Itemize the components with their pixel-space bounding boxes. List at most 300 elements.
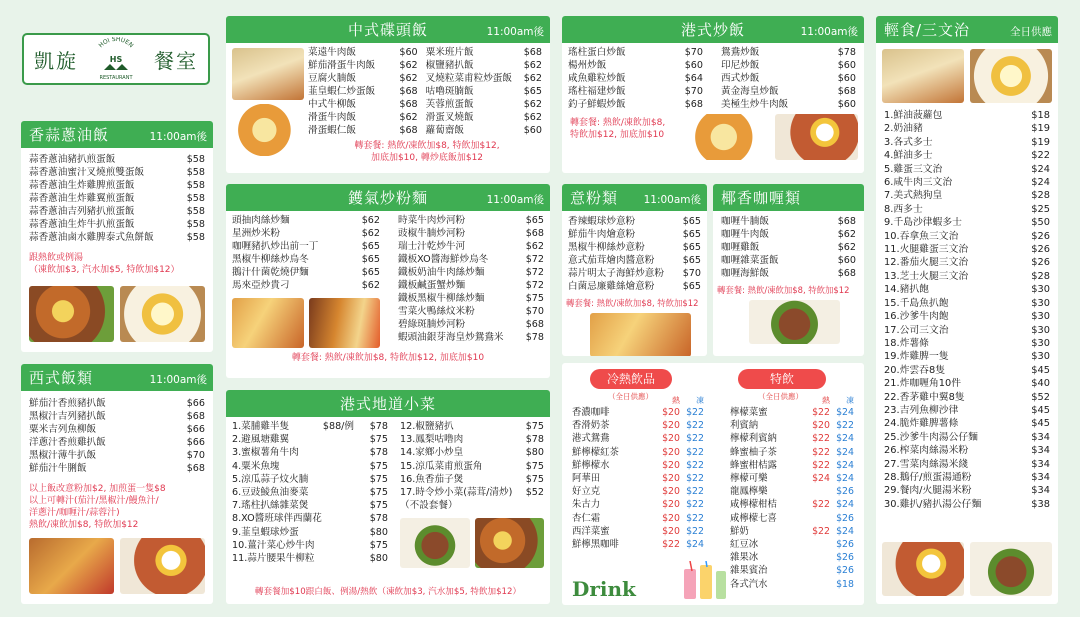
menu-item-price: $58: [186, 193, 205, 204]
menu-item-price: $58: [186, 180, 205, 191]
drink-name: 鮮奶: [730, 525, 749, 537]
drink-hot-price: $20: [662, 407, 680, 418]
menu-item-price: $72: [525, 254, 544, 265]
menu-item-name: 27.雪菜肉絲湯米綫: [884, 458, 969, 470]
menu-item-price: $75: [525, 293, 544, 304]
section-snacks: [876, 16, 1058, 604]
drink-name: 咸檸檬柑桔: [730, 499, 777, 511]
drink-hot-price: $20: [662, 486, 680, 498]
drink-cold-price: $22: [686, 433, 704, 445]
menu-item: [721, 241, 856, 254]
drink-cold-price: $24: [836, 525, 854, 537]
menu-item: [232, 499, 388, 512]
menu-item-name: 黑椒牛柳絲炒意粉: [568, 242, 645, 253]
menu-item-name: 粟米吉列魚柳飯: [29, 424, 97, 435]
menu-item: [884, 256, 1050, 269]
section-note: 跟熱飲或例湯 （凍飲加$3, 汽水加$5, 特飲加$12）: [29, 253, 180, 275]
menu-item-name: 鐵板奶油牛肉絲炒麵: [398, 267, 485, 278]
drink-name: 香濃咖啡: [572, 407, 610, 418]
menu-item-name: 黃金海皇炒飯: [721, 86, 779, 97]
menu-item-price: $68: [399, 99, 418, 110]
menu-item: [308, 98, 418, 111]
menu-item: [232, 279, 380, 292]
menu-item-price: $65: [361, 267, 380, 278]
menu-item-name: 釣子鮮蝦炒飯: [568, 99, 626, 110]
menu-item: [884, 417, 1050, 430]
menu-item-price: $62: [523, 60, 542, 71]
menu-item: [568, 59, 703, 72]
menu-item: [398, 318, 544, 331]
menu-item: [568, 46, 703, 59]
menu-item-price: $50: [1031, 217, 1050, 229]
menu-item-portion-price: $88/例: [322, 421, 354, 432]
menu-item-name: 16.沙爹牛肉飽: [884, 311, 949, 323]
drink-cold-price: $22: [686, 420, 704, 432]
menu-item-price: $30: [1031, 324, 1050, 336]
menu-item-price: $75: [369, 460, 388, 472]
menu-item-price: $68: [523, 47, 542, 58]
menu-item-name: 黑椒汁吉列豬扒飯: [29, 411, 106, 422]
menu-item-name: 鮮茄汁牛脷飯: [29, 463, 87, 474]
drink-hot-price: [810, 512, 830, 525]
menu-item-name: 1.鮮油菠蘿包: [884, 110, 943, 121]
section-title: 中式碟頭飯: [347, 21, 428, 39]
menu-item-name: 23.吉列魚柳沙律: [884, 404, 959, 416]
menu-item-name: 28.鵝仔/煎蛋湯通粉: [884, 471, 972, 483]
section-title: 鑊氣炒粉麵: [347, 189, 428, 207]
menu-item-price: $78: [369, 513, 388, 525]
drink-item: [572, 512, 704, 525]
menu-item: [29, 218, 205, 231]
section-curry: [713, 184, 864, 356]
drink-hot-price: $20: [812, 420, 830, 432]
menu-item: [884, 431, 1050, 444]
menu-item-price: $65: [525, 215, 544, 226]
menu-item-name: 22.香茅雞中翼8隻: [884, 391, 965, 403]
drink-item: [730, 525, 854, 538]
menu-item: [884, 149, 1050, 162]
menu-item-price: $24: [1031, 177, 1050, 189]
drink-hot-price: $20: [662, 512, 680, 524]
drink-name: 雜果冰: [730, 552, 759, 564]
menu-item-name: 26.榨菜肉絲湯米粉: [884, 445, 969, 457]
drink-item: [572, 406, 704, 419]
menu-item-price: $75: [369, 487, 388, 499]
menu-item-name: 19.炸雞脾一隻: [884, 351, 949, 363]
hot-label: 熱: [822, 396, 830, 405]
menu-item: [426, 124, 542, 137]
menu-item: [232, 433, 388, 446]
menu-item: [400, 473, 544, 486]
menu-item: [884, 136, 1050, 149]
drink-hot-price: $22: [812, 525, 830, 537]
menu-item: [884, 203, 1050, 216]
drink-cold-price: $24: [686, 539, 704, 551]
drink-item: [730, 551, 854, 564]
menu-item-price: $78: [369, 447, 388, 459]
menu-item: [232, 552, 388, 565]
menu-item-name: 印尼炒飯: [721, 60, 760, 71]
menu-item: [884, 444, 1050, 457]
drink-item: [730, 419, 854, 432]
menu-item-price: $62: [399, 73, 418, 84]
menu-item-price: $38: [1031, 498, 1050, 510]
menu-item-price: $62: [837, 242, 856, 253]
menu-item-price: $68: [525, 319, 544, 330]
section-note: 轉套餐: 熱飲/凍飲加$8, 特飲加$12: [566, 298, 699, 308]
section-plate-rice: [226, 16, 550, 173]
menu-item-price: $34: [1031, 471, 1050, 483]
menu-item: [29, 436, 205, 449]
menu-item: [884, 176, 1050, 189]
section-garlic-rice: [21, 121, 213, 352]
menu-item-name: 6.咸牛肉三文治: [884, 177, 953, 189]
menu-item: [232, 473, 388, 486]
drink-glasses-icon: [680, 561, 730, 601]
menu-item: [426, 59, 542, 72]
menu-item: [568, 85, 703, 98]
menu-item: [400, 460, 544, 473]
menu-item-name: 4.鮮油多士: [884, 150, 933, 162]
menu-item-price: $70: [682, 268, 701, 279]
drink-hot-price: $20: [662, 525, 680, 537]
section-pasta: [562, 184, 707, 356]
menu-item-price: $68: [399, 86, 418, 97]
menu-item-name: 17.時令炒小菜(蒜茸/清炒): [400, 487, 513, 499]
menu-item-name: 21.炸咖喱角10件: [884, 378, 962, 390]
section-time: 11:00am後: [149, 131, 207, 143]
drink-name: 各式汽水: [730, 578, 768, 590]
drink-name: 咸檸檬七喜: [730, 512, 777, 524]
menu-item: [308, 111, 418, 124]
menu-item-name: 時菜牛肉炒河粉: [398, 215, 466, 226]
menu-item-price: $65: [682, 242, 701, 253]
menu-item-price: $62: [361, 280, 380, 291]
menu-item: [721, 98, 856, 111]
menu-item: [232, 486, 388, 499]
menu-item: [29, 231, 205, 244]
menu-item: [400, 433, 544, 446]
menu-item-price: $78: [369, 421, 388, 432]
menu-item-name: 星洲炒米粉: [232, 228, 280, 239]
menu-item-price: $75: [525, 421, 544, 432]
drink-name: 雜果賓治: [730, 565, 768, 577]
food-photo: [749, 300, 840, 344]
menu-item: [884, 297, 1050, 310]
menu-item-name: 香辣蝦球炒意粉: [568, 216, 636, 227]
section-title: 輕食/三文治: [884, 21, 971, 39]
drink-cold-price: $22: [686, 499, 704, 511]
menu-item-name: 2.奶油豬: [884, 123, 923, 135]
food-photo: [775, 114, 859, 160]
menu-item-price: $26: [1031, 230, 1050, 242]
menu-item-name: 意式茄茸燴肉醬意粉: [568, 255, 655, 266]
menu-item: [884, 484, 1050, 497]
menu-item: [29, 423, 205, 436]
menu-item-name: 10.薑汁菜心炒牛肉: [232, 539, 315, 551]
menu-item: [232, 539, 388, 552]
food-photo: [232, 48, 304, 100]
menu-item-name: 豉椒牛腩炒河粉: [398, 228, 466, 239]
menu-item-price: $60: [837, 60, 856, 71]
menu-item-price: $30: [1031, 297, 1050, 309]
section-time: 11:00am後: [486, 194, 544, 206]
menu-item-name: 咖喱牛肉飯: [721, 229, 769, 240]
menu-item: [884, 404, 1050, 417]
drink-hot-price: $22: [812, 459, 830, 471]
menu-item-price: $68: [837, 86, 856, 97]
menu-item-price: $72: [525, 267, 544, 278]
menu-item: [400, 420, 544, 433]
menu-item-price: $65: [682, 229, 701, 240]
menu-item-price: $68: [186, 463, 205, 474]
menu-item-name: 黑椒汁薄牛扒飯: [29, 450, 97, 461]
section-time: 11:00am後: [643, 194, 701, 206]
menu-item-price: [514, 499, 544, 512]
menu-item-price: $30: [1031, 311, 1050, 323]
menu-item-price: $19: [1031, 136, 1050, 148]
menu-item-name: 18.炸薯條: [884, 337, 929, 349]
menu-item-price: $30: [1031, 337, 1050, 349]
menu-item-name: 25.沙爹牛肉湯公仔麵: [884, 431, 978, 443]
menu-item-price: $80: [369, 553, 388, 565]
menu-item-name: 滑蛋牛肉飯: [308, 112, 356, 123]
menu-item-price: $70: [684, 86, 703, 97]
menu-item-name: 11.蒜片腰果牛柳粒: [232, 553, 315, 565]
cold-label: 凍: [846, 396, 854, 405]
drink-cold-price: $24: [836, 446, 854, 458]
menu-item: [721, 72, 856, 85]
menu-item-price: $60: [523, 125, 542, 136]
drink-name: 檸檬利賓納: [730, 433, 777, 445]
menu-item: [884, 337, 1050, 350]
drink-item: [730, 564, 854, 577]
menu-item: [568, 254, 701, 267]
menu-item-price: $62: [523, 112, 542, 123]
drinks-subtitle: （全日供應）: [608, 392, 653, 401]
menu-item-price: $62: [523, 99, 542, 110]
drink-cold-price: $24: [836, 459, 854, 471]
menu-item: [884, 364, 1050, 377]
menu-item-price: $60: [837, 73, 856, 84]
menu-item-price: $34: [1031, 485, 1050, 497]
menu-item-name: 蒜片明太子海鮮炒意粉: [568, 268, 664, 279]
drink-name: 阿華田: [572, 473, 601, 485]
menu-item-name: 蝦頭油銀芽海皇炒鴛鴦米: [398, 332, 504, 343]
menu-item-name: 瑤柱蛋白炒飯: [568, 47, 626, 58]
drink-hot-price: $20: [662, 420, 680, 432]
menu-item-price: $52: [525, 487, 544, 499]
drink-cold-price: $24: [836, 433, 854, 445]
drink-item: [730, 472, 854, 485]
menu-item: [568, 215, 701, 228]
menu-item: [398, 305, 544, 318]
menu-item: [398, 279, 544, 292]
menu-item-price: $62: [399, 112, 418, 123]
menu-item-name: 鐵板鹹蛋蟹炒麵: [398, 280, 466, 291]
menu-item-price: $58: [186, 232, 205, 243]
menu-item-price: $60: [399, 47, 418, 58]
section-title: 西式飯類: [29, 369, 94, 387]
menu-item: [29, 410, 205, 423]
section-title: 香蒜蔥油飯: [29, 126, 110, 144]
menu-item-name: 蘿蔔齋飯: [425, 125, 465, 136]
menu-item: [29, 449, 205, 462]
menu-item: [884, 283, 1050, 296]
drink-hot-price: [810, 485, 830, 498]
drink-name: 蜂蜜柚子茶: [730, 446, 777, 458]
menu-item-price: $26: [1031, 257, 1050, 269]
drink-hot-price: $22: [812, 446, 830, 458]
drink-hot-price: $22: [662, 539, 680, 551]
menu-item: [721, 215, 856, 228]
menu-item-name: 頭抽肉絲炒麵: [232, 215, 290, 226]
menu-item: [721, 46, 856, 59]
menu-item-name: 西式炒飯: [721, 73, 760, 84]
menu-item: [232, 460, 388, 473]
menu-item: [568, 72, 703, 85]
menu-item-price: $68: [837, 216, 856, 227]
menu-item: [232, 512, 388, 525]
menu-item-name: 蒜香蔥油蜜汁叉燒煎雙蛋飯: [29, 167, 145, 178]
menu-item-name: 13.芝士火腿三文治: [884, 270, 969, 282]
menu-item: [568, 267, 701, 280]
menu-item-name: 9.千島沙律蝦多士: [884, 217, 962, 229]
menu-item-name: 15.千島魚扒飽: [884, 297, 949, 309]
drink-name: 好立克: [572, 486, 601, 498]
drink-hot-price: $22: [812, 499, 830, 511]
menu-item-name: 17.公司三文治: [884, 324, 949, 336]
menu-item: [308, 85, 418, 98]
food-photo: [970, 542, 1052, 596]
menu-item-price: $58: [186, 167, 205, 178]
drink-cold-price: $22: [686, 407, 704, 418]
menu-item-price: $75: [369, 434, 388, 446]
menu-item-name: 6.豆豉鯪魚油麥菜: [232, 487, 309, 499]
menu-item-name: 咖喱豬扒炒出前一丁: [232, 241, 319, 252]
menu-item-name: 2.避風塘雞翼: [232, 434, 290, 446]
drink-cold-price: $24: [836, 473, 854, 485]
menu-item-name: 叉燒粒菜甫粒炒蛋飯: [425, 73, 512, 84]
section-note: 轉套餐: 熱飲/凍飲加$8, 特飲加$12, 加底加$10: [291, 353, 485, 363]
menu-item: [400, 486, 544, 499]
menu-item: [884, 163, 1050, 176]
menu-item: [721, 59, 856, 72]
drink-item: [572, 446, 704, 459]
menu-item-name: 美極生炒牛肉飯: [721, 99, 789, 110]
menu-item: [884, 391, 1050, 404]
menu-item: [232, 240, 380, 253]
menu-item-price: $30: [1031, 284, 1050, 296]
menu-item-name: 鮮茄牛肉燴意粉: [568, 229, 636, 240]
menu-item: [400, 446, 544, 459]
menu-item-name: （不設套餐）: [400, 500, 458, 512]
menu-item-price: $75: [369, 473, 388, 485]
drink-name: 檸檬菜蜜: [730, 407, 768, 418]
menu-item: [884, 498, 1050, 511]
section-note: 轉套餐加$10跟白飯、例湯/熱飲（凍飲加$3, 汽水加$5, 特飲加$12）: [254, 587, 522, 597]
menu-item-price: $62: [399, 60, 418, 71]
svg-text:RESTAURANT: RESTAURANT: [99, 75, 133, 81]
menu-item: [721, 85, 856, 98]
menu-item-price: $60: [684, 60, 703, 71]
menu-item-name: 鵝汁什菌乾燒伊麵: [232, 267, 309, 278]
menu-item: [884, 310, 1050, 323]
menu-item-name: 蒜香蔥油豬扒煎蛋飯: [29, 154, 116, 165]
food-photo: [232, 298, 304, 348]
drink-cold-price: $24: [836, 499, 854, 511]
menu-item-price: $78: [525, 434, 544, 446]
menu-item-name: 咖喱雞飯: [721, 242, 760, 253]
menu-item: [400, 499, 544, 512]
drink-cold-price: $26: [836, 552, 854, 564]
menu-item-name: 粟米班片飯: [425, 47, 474, 58]
drink-hot-price: $20: [662, 499, 680, 511]
menu-item: [721, 254, 856, 267]
menu-item-name: 20.炸雲吞8隻: [884, 364, 946, 376]
menu-item-name: 3.各式多士: [884, 136, 933, 148]
drink-item: [730, 432, 854, 445]
drink-hot-price: $20: [662, 446, 680, 458]
menu-item: [884, 471, 1050, 484]
menu-item-name: 29.餐肉/火腿湯米粉: [884, 485, 972, 497]
menu-item-price: $65: [361, 241, 380, 252]
food-photo: [686, 114, 770, 160]
menu-item-name: 16.魚香茄子煲: [400, 473, 464, 485]
menu-item: [884, 350, 1050, 363]
menu-item-name: 30.雞扒/豬扒湯公仔麵: [884, 498, 982, 510]
svg-text:HS: HS: [109, 55, 123, 64]
menu-item-price: $22: [1031, 150, 1050, 162]
menu-item-price: $60: [837, 99, 856, 110]
menu-item: [884, 270, 1050, 283]
menu-item: [29, 153, 205, 166]
drink-item: [730, 446, 854, 459]
menu-item-price: $70: [684, 47, 703, 58]
menu-item: [884, 458, 1050, 471]
special-subtitle: （全日供應）: [758, 392, 803, 401]
section-local-dishes: [226, 390, 550, 604]
menu-item-price: $78: [837, 47, 856, 58]
drink-item: [572, 498, 704, 511]
menu-item-price: $66: [186, 437, 205, 448]
drink-name: 蜂蜜柑桔露: [730, 459, 777, 471]
menu-item-name: 鐵板黑椒牛柳絲炒麵: [398, 293, 485, 304]
menu-item-price: $80: [369, 526, 388, 538]
menu-item-name: 14.家鄉小炒皇: [400, 447, 464, 459]
menu-item-name: 1.菜脯雞半隻: [232, 421, 290, 432]
menu-item: [232, 227, 380, 240]
menu-item: [568, 280, 701, 293]
drink-name: 香滑奶茶: [572, 420, 610, 432]
drink-item: [730, 485, 854, 498]
drink-cold-price: $22: [686, 459, 704, 471]
menu-item-price: $75: [525, 473, 544, 485]
menu-item-name: 中式牛柳飯: [308, 99, 356, 110]
menu-item: [29, 397, 205, 410]
menu-item-name: 洋蔥汁香煎雞扒飯: [29, 437, 106, 448]
section-note: 轉套餐: 熱飲/凍飲加$8, 特飲加$12, 加底加$10: [570, 118, 666, 140]
menu-item-price: $34: [1031, 445, 1050, 457]
drink-item: [730, 406, 854, 419]
menu-item: [398, 266, 544, 279]
drink-decoration-text: Drink: [572, 577, 636, 601]
menu-item: [308, 72, 418, 85]
menu-item-name: 滑蛋蝦仁飯: [308, 125, 356, 136]
menu-item-price: $58: [186, 154, 205, 165]
menu-item-name: 咖喱海鮮飯: [721, 268, 769, 279]
menu-item: [232, 253, 380, 266]
